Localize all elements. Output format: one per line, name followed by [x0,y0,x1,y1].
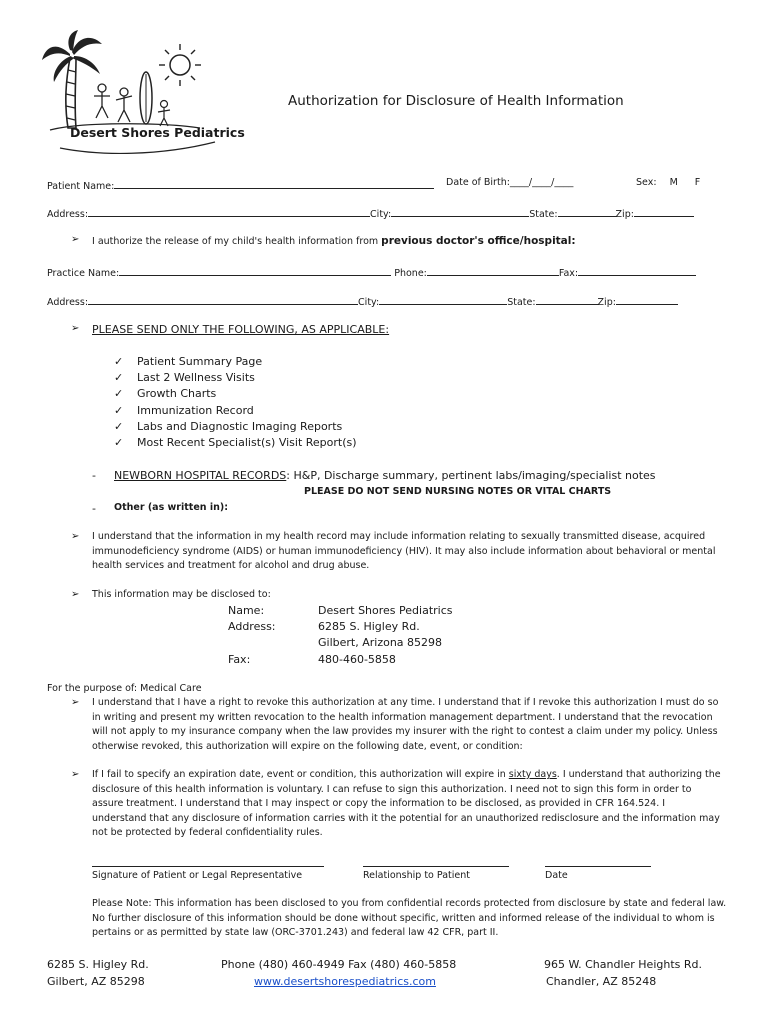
footer-website-link[interactable]: www.desertshorespediatrics.com [254,975,436,988]
checkmark-icon: ✓ [114,355,124,368]
newborn-line [114,469,656,482]
arrow-bullet-icon: ➢ [71,697,80,708]
recipient-address1: 6285 S. Higley Rd. [318,620,420,633]
checklist-item: Labs and Diagnostic Imaging Reports [137,420,343,433]
arrow-bullet-icon: ➢ [71,769,80,780]
authorize-bold: previous doctor's office/hospital: [381,235,576,247]
recipient-name: Desert Shores Pediatrics [318,604,453,617]
footer-phone-fax: Phone (480) 460-4949 Fax (480) 460-5858 [221,958,457,971]
disclosed-intro: This information may be disclosed to: [92,589,271,600]
date-line[interactable] [545,866,651,867]
patient-name-label: Patient Name: [47,181,115,192]
authorize-text: I authorize the release of my child's health information from [92,236,382,247]
recipient-address-label: Address: [228,620,276,633]
checkmark-icon: ✓ [114,420,124,433]
patient-city-label: City: [370,209,392,220]
signature-line[interactable] [92,866,324,867]
practice-fax-label: Fax: [558,268,579,279]
recipient-address2: Gilbert, Arizona 85298 [318,636,443,649]
purpose-line: For the purpose of: Medical Care [47,683,202,694]
checklist-item: Immunization Record [137,404,254,417]
arrow-bullet-icon: ➢ [71,323,80,334]
footer-right-address2: Chandler, AZ 85248 [546,975,657,988]
recipient-fax: 480-460-5858 [318,653,396,666]
expire-before: If I fail to specify an expiration date, event or condition, this authorization will expire in [92,769,509,780]
footer-right-address1: 965 W. Chandler Heights Rd. [544,958,703,971]
authorize-line [92,235,576,247]
arrow-bullet-icon: ➢ [71,531,80,542]
sex-option-f[interactable]: F [694,177,701,188]
patient-address-label: Address: [47,209,89,220]
other-label[interactable]: Other (as written in): [114,502,229,513]
revoke-paragraph: I understand that I have a right to revoke this authorization at any time. I understand that if I revoke this authorization I must do so in writing and present my written revocation to the health information management department. I understand that the revocation will not apply to my insurance company when the law provides my insurer with the right to contest a claim under my policy. Unless otherwise revoked, this authorization will expire on the following date, event, or condition: [92,697,719,752]
checklist-item: Patient Summary Page [137,355,263,368]
expire-paragraph [92,768,722,841]
newborn-warning: PLEASE DO NOT SEND NURSING NOTES OR VITAL CHARTS [304,486,612,497]
practice-logo [40,30,245,158]
checklist-item: Most Recent Specialist(s) Visit Report(s) [137,436,357,449]
dob-label[interactable]: Date of Birth:____/____/____ [446,177,574,188]
recipient-name-label: Name: [228,604,265,617]
newborn-rest: : H&P, Discharge summary, pertinent labs/imaging/specialist notes [286,469,656,482]
form-title: Authorization for Disclosure of Health Information [288,93,624,109]
relationship-label: Relationship to Patient [363,870,470,881]
practice-address-label: Address: [47,297,89,308]
dash-bullet: - [92,502,96,515]
sex-label: Sex: [636,177,657,188]
practice-city-label: City: [358,297,380,308]
checkmark-icon: ✓ [114,404,124,417]
dash-bullet: - [92,469,96,482]
newborn-label: NEWBORN HOSPITAL RECORDS [114,469,287,482]
practice-state-label: State: [507,297,536,308]
checkmark-icon: ✓ [114,371,124,384]
date-label: Date [545,870,568,881]
patient-state-label: State: [529,209,558,220]
disclosure-note: Please Note: This information has been disclosed to you from confidential records protected from disclosure by state and federal law. No further disclosure of this information should be done without specific, written and informed release of the individual to whom is pertains or as permitted by state law (ORC-3701.243) and federal law 42 CFR, part II. [92,898,727,938]
sex-field [636,177,700,188]
footer-left-address2: Gilbert, AZ 85298 [47,975,145,988]
send-heading: PLEASE SEND ONLY THE FOLLOWING, AS APPLICABLE: [92,323,390,336]
arrow-bullet-icon: ➢ [71,589,80,600]
expire-sixty-days: sixty days [508,769,557,780]
patient-zip-label: Zip: [615,209,634,220]
sex-option-m[interactable]: M [669,177,678,188]
logo-practice-name: Desert Shores Pediatrics [70,125,245,140]
recipient-fax-label: Fax: [228,653,251,666]
expire-after: . I understand that authorizing the disclosure of this health information is voluntary. I can refuse to sign this authorization. I need not to sign this form in order to assure treatment. I understand that I may inspect or copy the information to be disclosed, as provided in CFR 164.524. I understand that any disclosure of information carries with it the potential for an unauthorized redisclosure and the information may not be protected by federal confidentiality rules. [92,769,721,838]
practice-zip-label: Zip: [597,297,616,308]
patient-address-row[interactable] [47,205,694,220]
practice-name-label: Practice Name: [47,268,120,279]
practice-address-row[interactable] [47,293,678,308]
patient-name-field[interactable] [47,177,434,192]
practice-phone-label: Phone: [394,268,427,279]
understand-paragraph: I understand that the information in my health record may include information relating to sexually transmitted disease, acquired immunodeficiency syndrome (AIDS) or human immunodeficiency (HIV). It may also include information about behavioral or mental health services and treatment for alcohol and drug abuse. [92,531,716,571]
signature-label: Signature of Patient or Legal Representative [92,870,303,881]
checklist-item: Growth Charts [137,387,217,400]
checkmark-icon: ✓ [114,436,124,449]
practice-row[interactable] [47,264,696,279]
checklist-item: Last 2 Wellness Visits [137,371,255,384]
arrow-bullet-icon: ➢ [71,234,80,245]
footer-left-address1: 6285 S. Higley Rd. [47,958,149,971]
checkmark-icon: ✓ [114,387,124,400]
relationship-line[interactable] [363,866,509,867]
